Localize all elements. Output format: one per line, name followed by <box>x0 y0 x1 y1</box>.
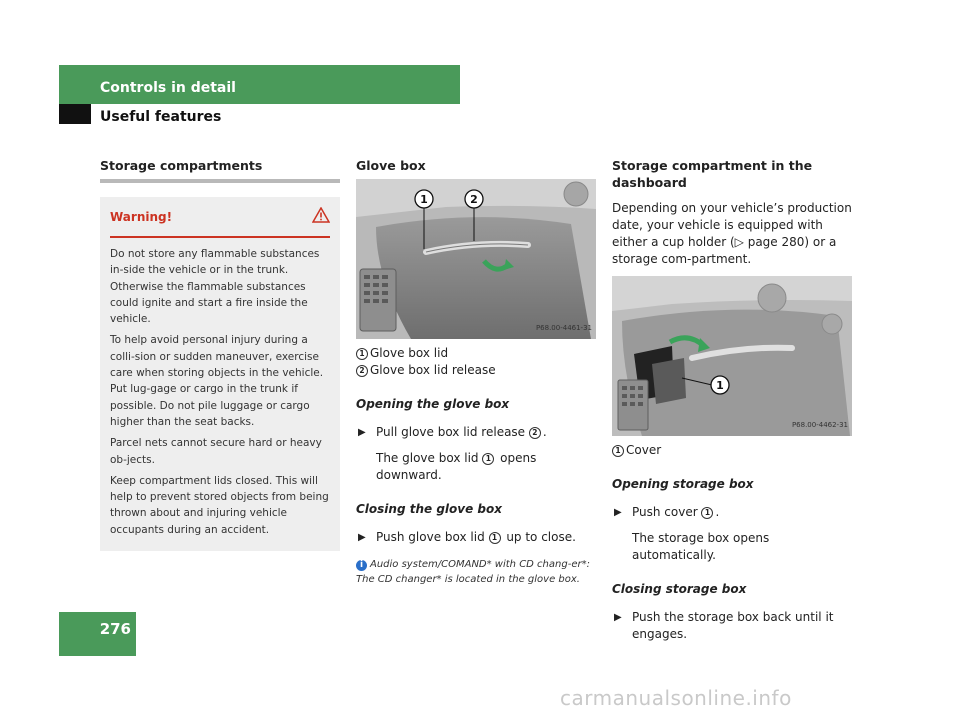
dashboard-storage-heading: Storage compartment in the dashboard <box>612 158 813 190</box>
result-ref: 1 <box>482 453 494 465</box>
dashboard-storage-intro: Depending on your vehicle’s production date, your vehicle is equipped with either a cup holder (▷ page 280) or a storage com-partment. <box>612 201 852 266</box>
step-text: Push glove box lid <box>376 530 489 544</box>
step-text-end: . <box>542 425 547 439</box>
opening-storage-result: The storage box opens automatically. <box>632 531 770 562</box>
step-text: Push the storage box back until it engages. <box>632 610 834 641</box>
legend-num: 2 <box>356 365 368 377</box>
closing-heading: Closing the glove box <box>356 502 502 516</box>
step-ref: 1 <box>489 532 501 544</box>
legend-text: Cover <box>626 443 662 457</box>
closing-storage-heading: Closing storage box <box>612 582 747 596</box>
section-title: Controls in detail <box>100 80 236 96</box>
legend-item <box>356 362 598 379</box>
result-text: The glove box lid <box>376 451 483 465</box>
callout-2: 2 <box>470 193 478 206</box>
heading-rule <box>100 179 340 183</box>
glove-box-heading: Glove box <box>356 158 426 173</box>
legend-text: Glove box lid <box>370 346 449 360</box>
page-number: 276 <box>99 620 131 638</box>
step-text: Pull glove box lid release <box>376 425 529 439</box>
warning-paragraph: Keep compartment lids closed. This will help to prevent stored objects from being thrown about and injuring vehicle occupants during an accident. <box>110 474 329 536</box>
storage-box-illustration <box>612 276 852 436</box>
section-subtitle: Useful features <box>100 109 222 125</box>
step-text-end: . <box>715 505 720 519</box>
step-arrow-icon: ▶ <box>358 427 366 438</box>
legend-item <box>612 442 854 459</box>
watermark: carmanualsonline.info <box>560 686 792 710</box>
result-text-end: opens downward. <box>376 451 537 482</box>
column-glove-box <box>356 157 598 587</box>
warning-paragraph: To help avoid personal injury during a colli-sion or sudden maneuver, exercise care when storing objects in the vehicle. Put lug-gage or cargo in the trunk if possible. Do not pile luggage or cargo higher than the seat backs. <box>110 334 324 428</box>
opening-storage-heading: Opening storage box <box>612 477 754 491</box>
legend-num: 1 <box>612 445 624 457</box>
step-ref: 2 <box>529 427 541 439</box>
warning-title: Warning! <box>110 210 173 224</box>
step-arrow-icon: ▶ <box>358 532 366 543</box>
warning-header <box>110 207 330 238</box>
step-arrow-icon: ▶ <box>614 507 622 518</box>
legend-num: 1 <box>356 348 368 360</box>
step-arrow-icon: ▶ <box>614 612 622 623</box>
warning-paragraph: Parcel nets cannot secure hard or heavy ob-jects. <box>110 437 322 466</box>
warning-box <box>100 197 340 551</box>
opening-result <box>356 450 598 484</box>
figure-code: P68.00-4461-31 <box>535 324 592 332</box>
glove-box-figure <box>356 179 596 339</box>
legend-text: Glove box lid release <box>370 363 496 377</box>
callout-1: 1 <box>716 379 724 392</box>
note-text: Audio system/COMAND* with CD chang-er*: The CD changer* is located in the glove box. <box>356 559 590 585</box>
closing-storage-step <box>612 609 854 643</box>
closing-step <box>356 529 598 546</box>
warning-paragraph: Do not store any flammable substances in-side the vehicle or in the trunk. Otherwise the flammable substances could ignite and start a fire inside the vehicle. <box>110 248 320 326</box>
header-marker <box>59 104 91 124</box>
step-ref: 1 <box>701 507 713 519</box>
figure-code: P68.00-4462-31 <box>791 421 848 429</box>
info-note <box>356 557 598 587</box>
info-icon: i <box>356 560 367 571</box>
step-text: Push cover <box>632 505 702 519</box>
column-storage-compartments <box>100 157 340 551</box>
callout-1: 1 <box>420 193 428 206</box>
legend-item <box>356 345 598 362</box>
opening-step <box>356 424 598 441</box>
step-text-end: up to close. <box>502 530 576 544</box>
storage-heading: Storage compartments <box>100 158 263 173</box>
column-dashboard-storage <box>612 157 854 643</box>
storage-box-figure <box>612 276 852 436</box>
glove-box-illustration <box>356 179 596 339</box>
opening-heading: Opening the glove box <box>356 397 510 411</box>
opening-storage-step <box>612 504 854 521</box>
warning-triangle-icon <box>312 207 330 228</box>
